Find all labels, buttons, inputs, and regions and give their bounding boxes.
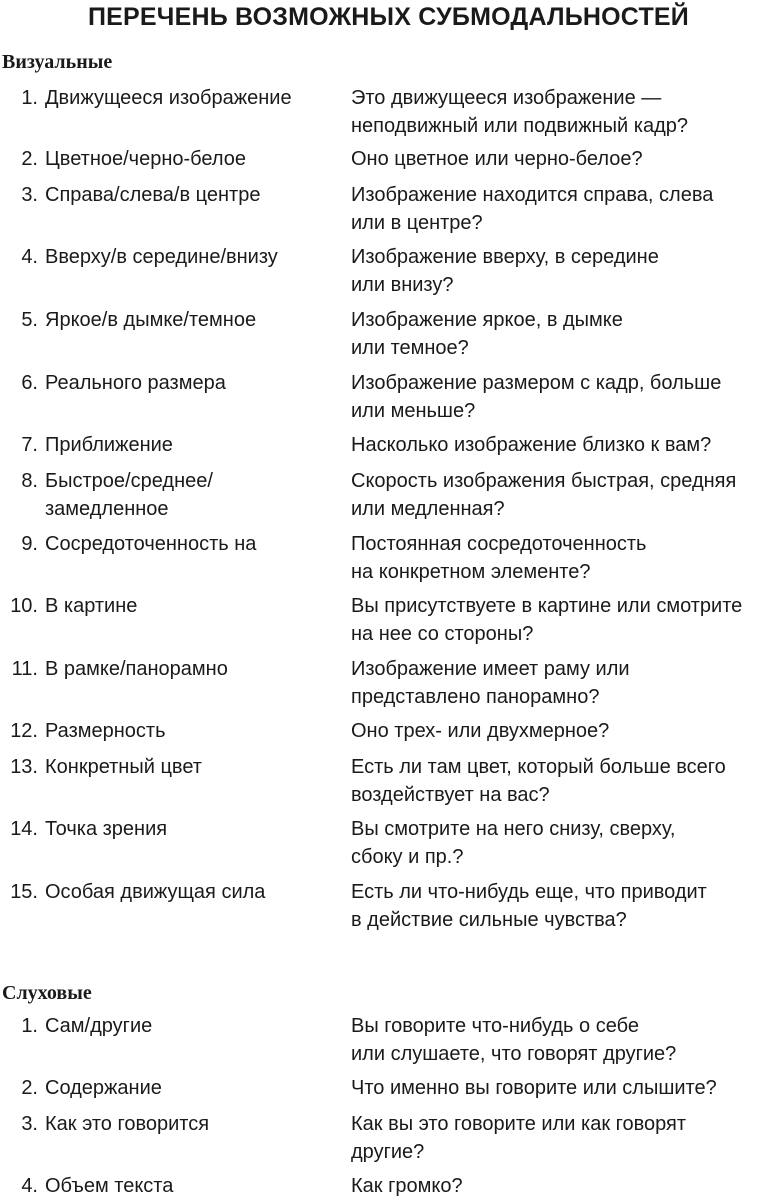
item-number: 7. [21, 434, 38, 456]
item-number: 10. [10, 595, 38, 617]
item-question: Как вы это говорите или как говорят другие? [351, 1113, 687, 1163]
item-question: Оно цветное или черно-белое? [351, 148, 643, 170]
item-number: 14. [10, 818, 38, 840]
item-question: Скорость изображения быстрая, средняя или медленная? [351, 470, 737, 520]
item-question: Это движущееся изображение — неподвижный или подвижный кадр? [351, 87, 688, 137]
item-number: 13. [10, 756, 38, 778]
item-number: 6. [21, 372, 38, 394]
item-question: Изображение находится справа, слева или в центре? [351, 184, 714, 234]
section-heading-visual: Визуальные [2, 51, 113, 73]
item-name: Особая движущая сила [45, 881, 266, 903]
item-name: В картине [45, 595, 138, 617]
item-number: 2. [21, 148, 38, 170]
item-number: 4. [21, 1175, 38, 1197]
item-question: Постоянная сосредоточенность на конкретном элементе? [351, 533, 647, 583]
item-name: Вверху/в середине/внизу [45, 246, 278, 268]
item-question: Вы присутствуете в картине или смотрите на нее со стороны? [351, 595, 743, 645]
item-number: 8. [21, 470, 38, 492]
item-question: Изображение имеет раму или представлено панорамно? [351, 658, 630, 708]
item-question: Что именно вы говорите или слышите? [351, 1077, 717, 1099]
item-name: Размерность [45, 720, 166, 742]
item-question: Изображение яркое, в дымке или темное? [351, 309, 623, 359]
item-question: Есть ли там цвет, который больше всего воздействует на вас? [351, 756, 726, 806]
item-name: В рамке/панорамно [45, 658, 228, 680]
item-number: 3. [21, 184, 38, 206]
item-number: 9. [21, 533, 38, 555]
item-number: 12. [10, 720, 38, 742]
item-name: Объем текста [45, 1175, 174, 1197]
item-question: Изображение размером с кадр, больше или меньше? [351, 372, 722, 422]
section-heading-auditory: Слуховые [2, 982, 92, 1004]
item-question: Изображение вверху, в середине или внизу? [351, 246, 659, 296]
page-title: ПЕРЕЧЕНЬ ВОЗМОЖНЫХ СУБМОДАЛЬНОСТЕЙ [88, 3, 689, 31]
item-question: Вы говорите что-нибудь о себе или слушаете, что говорят другие? [351, 1015, 677, 1065]
item-number: 2. [21, 1077, 38, 1099]
item-name: Содержание [45, 1077, 162, 1099]
item-name: Реального размера [45, 372, 226, 394]
item-name: Сосредоточенность на [45, 533, 257, 555]
item-name: Приближение [45, 434, 173, 456]
item-name: Быстрое/среднее/ замедленное [45, 470, 213, 520]
item-name: Цветное/черно-белое [45, 148, 246, 170]
item-question: Оно трех- или двухмерное? [351, 720, 610, 742]
item-question: Как громко? [351, 1175, 463, 1197]
item-question: Вы смотрите на него снизу, сверху, сбоку и пр.? [351, 818, 676, 868]
item-number: 3. [21, 1113, 38, 1135]
item-name: Сам/другие [45, 1015, 153, 1037]
item-name: Движущееся изображение [45, 87, 292, 109]
item-name: Яркое/в дымке/темное [45, 309, 257, 331]
item-name: Точка зрения [45, 818, 168, 840]
item-number: 15. [10, 881, 38, 903]
item-name: Как это говорится [45, 1113, 210, 1135]
item-number: 5. [21, 309, 38, 331]
item-question: Есть ли что-нибудь еще, что приводит в действие сильные чувства? [351, 881, 707, 931]
item-number: 11. [11, 658, 38, 680]
item-question: Насколько изображение близко к вам? [351, 434, 712, 456]
item-name: Справа/слева/в центре [45, 184, 261, 206]
item-number: 1. [21, 1015, 38, 1037]
item-number: 1. [21, 87, 38, 109]
item-name: Конкретный цвет [45, 756, 202, 778]
item-number: 4. [21, 246, 38, 268]
